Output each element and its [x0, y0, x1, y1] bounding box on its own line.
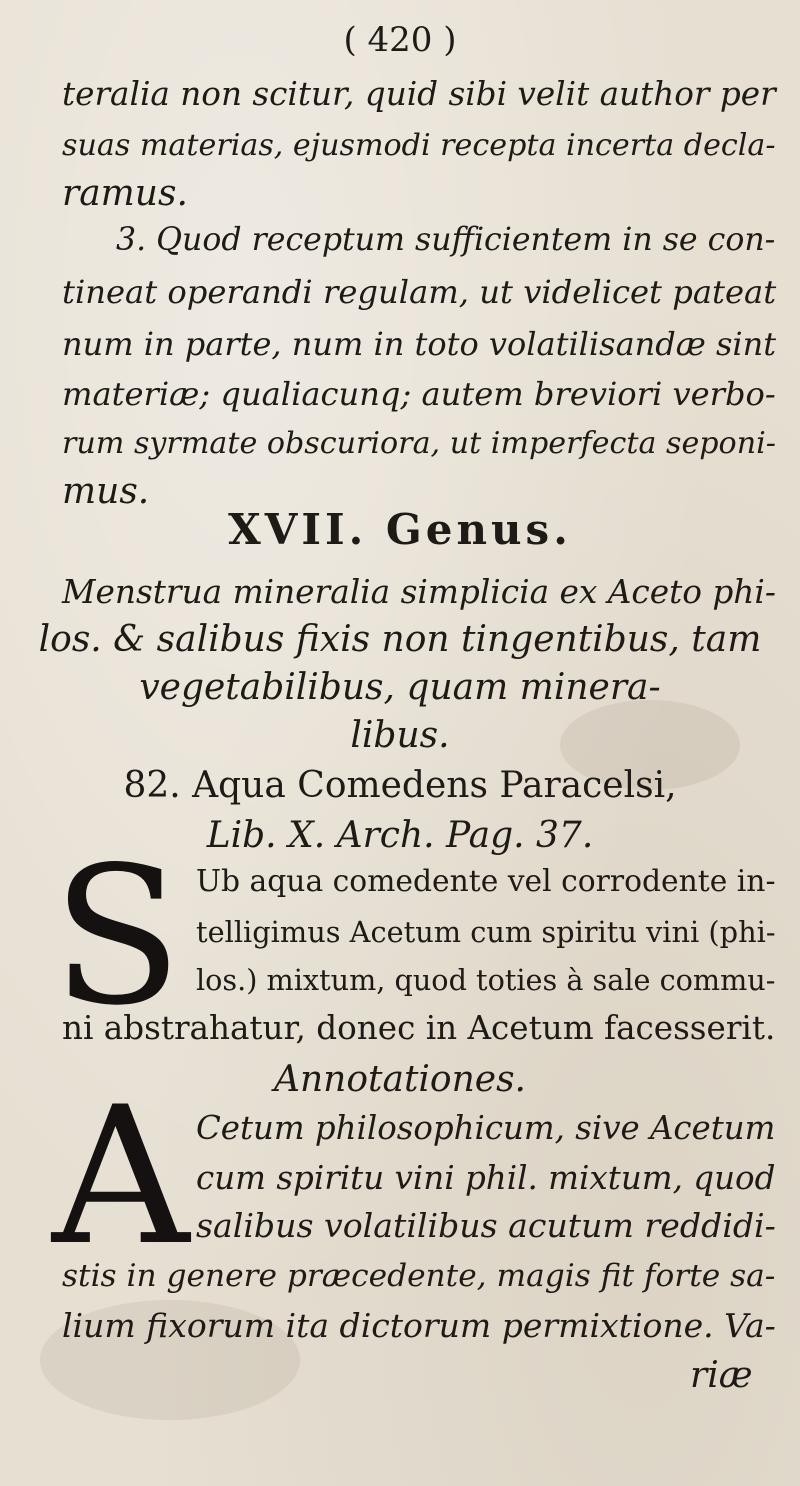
text-line: 3. Quod receptum sufficientem in se con- [116, 222, 776, 258]
annotation-line: cum spiritu vini phil. mixtum, quod [196, 1159, 776, 1197]
text-line: num in parte, num in toto volatilisandæ sint [62, 325, 777, 363]
entry-title: 82. Aqua Comedens Paracelsi, [123, 765, 677, 806]
annotations-heading: Annotationes. [273, 1059, 527, 1100]
annotation-line: lium fixorum ita dictorum permixtione. Va- [62, 1306, 776, 1345]
annotation-line: salibus volatilibus acutum reddidi- [196, 1206, 776, 1245]
text-line: ramus. [62, 173, 188, 214]
text-line: suas materias, ejusmodi recepta incerta decla- [62, 128, 776, 163]
annotation-line: Cetum philosophicum, sive Acetum [196, 1109, 776, 1147]
text-line: materiæ; qualiacunq; autem breviori verbo- [62, 375, 776, 413]
body-line: Ub aqua comedente vel corrodente in- [196, 864, 776, 899]
drop-cap: A [52, 1066, 190, 1287]
body-line: los.) mixtum, quod toties à sale commu- [196, 963, 776, 997]
section-heading: XVII. Genus. [228, 505, 572, 554]
body-line: ni abstrahatur, donec in Acetum facesserit. [62, 1009, 776, 1047]
subtitle-line: libus. [350, 715, 450, 756]
subtitle-line: vegetabilibus, quam minera- [139, 667, 661, 708]
text-line: teralia non scitur, quid sibi velit author per [62, 75, 776, 113]
text-line: rum syrmate obscuriora, ut imperfecta seponi- [62, 426, 776, 461]
annotation-line: stis in genere præcedente, magis fit forte sa- [62, 1258, 776, 1294]
catchword: riæ [690, 1355, 753, 1396]
subtitle-line: Menstrua mineralia simplicia ex Aceto phi- [62, 573, 776, 611]
page-number: ( 420 ) [343, 20, 457, 60]
body-line: telligimus Acetum cum spiritu vini (phi- [196, 915, 776, 949]
text-line: mus. [62, 471, 150, 512]
drop-cap: S [52, 826, 183, 1047]
subtitle-line: los. & salibus fixis non tingentibus, tam [38, 619, 762, 660]
entry-reference: Lib. X. Arch. Pag. 37. [206, 815, 594, 856]
text-line: tineat operandi regulam, ut videlicet pateat [62, 273, 777, 311]
